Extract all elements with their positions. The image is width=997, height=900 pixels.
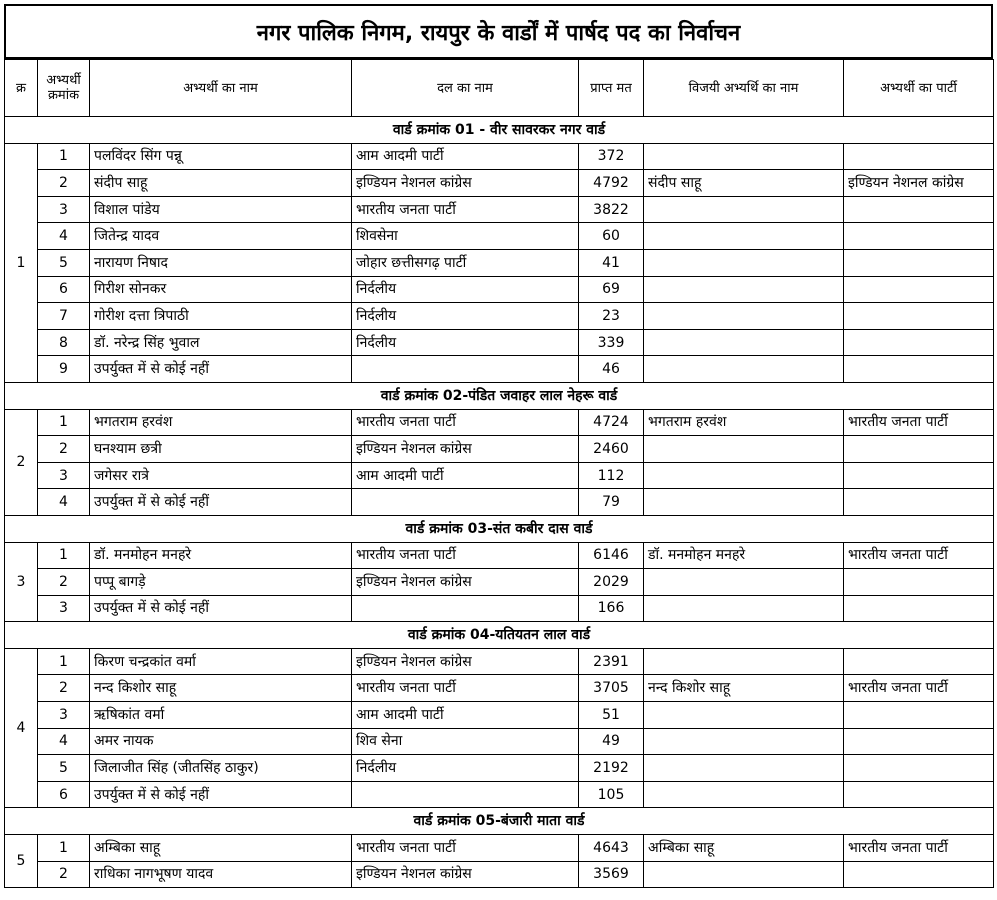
party-name-cell: भारतीय जनता पार्टी	[352, 542, 579, 569]
candidate-name-cell: राधिका नागभूषण यादव	[90, 861, 352, 888]
votes-cell: 372	[579, 143, 644, 170]
votes-cell: 49	[579, 728, 644, 755]
candidate-name-cell: उपर्युक्त में से कोई नहीं	[90, 781, 352, 808]
winner-party-cell: इण्डियन नेशनल कांग्रेस	[844, 170, 994, 197]
winner-party-cell: भारतीय जनता पार्टी	[844, 835, 994, 862]
table-row	[5, 356, 994, 383]
winner-name-cell	[644, 489, 844, 516]
table-row	[5, 249, 994, 276]
table-row	[5, 542, 994, 569]
party-name-cell: निर्दलीय	[352, 276, 579, 303]
votes-cell: 3569	[579, 861, 644, 888]
candidate-name-cell: संदीप साहू	[90, 170, 352, 197]
winner-name-cell: नन्द किशोर साहू	[644, 675, 844, 702]
table-row	[5, 569, 994, 596]
candidate-name-cell: उपर्युक्त में से कोई नहीं	[90, 356, 352, 383]
header-party-name: दल का नाम	[352, 60, 579, 117]
candidate-number-cell: 1	[38, 143, 90, 170]
page-title: नगर पालिक निगम, रायपुर के वार्डों में पार्षद पद का निर्वाचन	[4, 4, 993, 59]
candidate-number-cell: 1	[38, 835, 90, 862]
winner-name-cell	[644, 329, 844, 356]
candidate-name-cell: डॉ. मनमोहन मनहरे	[90, 542, 352, 569]
table-row	[5, 702, 994, 729]
winner-name-cell	[644, 595, 844, 622]
candidate-number-cell: 2	[38, 569, 90, 596]
candidate-name-cell: ऋषिकांत वर्मा	[90, 702, 352, 729]
candidate-number-cell: 1	[38, 409, 90, 436]
party-name-cell: भारतीय जनता पार्टी	[352, 675, 579, 702]
votes-cell: 339	[579, 329, 644, 356]
table-row	[5, 223, 994, 250]
votes-cell: 41	[579, 249, 644, 276]
winner-party-cell	[844, 595, 994, 622]
candidate-number-cell: 7	[38, 303, 90, 330]
winner-name-cell	[644, 303, 844, 330]
header-winner-party: अभ्यर्थी का पार्टी	[844, 60, 994, 117]
winner-party-cell	[844, 462, 994, 489]
party-name-cell: आम आदमी पार्टी	[352, 702, 579, 729]
winner-name-cell	[644, 781, 844, 808]
party-name-cell: निर्दलीय	[352, 329, 579, 356]
table-row	[5, 489, 994, 516]
votes-cell: 105	[579, 781, 644, 808]
table-row	[5, 675, 994, 702]
winner-party-cell: भारतीय जनता पार्टी	[844, 409, 994, 436]
winner-name-cell	[644, 728, 844, 755]
winner-name-cell	[644, 462, 844, 489]
candidate-number-cell: 2	[38, 170, 90, 197]
candidate-number-cell: 4	[38, 728, 90, 755]
party-name-cell: शिव सेना	[352, 728, 579, 755]
winner-party-cell	[844, 489, 994, 516]
table-header-row	[5, 60, 994, 117]
ward-number: 3	[5, 542, 38, 622]
table-row	[5, 781, 994, 808]
candidate-name-cell: नन्द किशोर साहू	[90, 675, 352, 702]
votes-cell: 2391	[579, 648, 644, 675]
winner-name-cell	[644, 196, 844, 223]
table-row	[5, 329, 994, 356]
party-name-cell: इण्डियन नेशनल कांग्रेस	[352, 436, 579, 463]
table-row	[5, 170, 994, 197]
winner-name-cell: भगतराम हरवंश	[644, 409, 844, 436]
party-name-cell: निर्दलीय	[352, 755, 579, 782]
ward-number: 1	[5, 143, 38, 382]
candidate-number-cell: 2	[38, 675, 90, 702]
candidate-number-cell: 5	[38, 249, 90, 276]
winner-party-cell	[844, 702, 994, 729]
candidate-number-cell: 2	[38, 861, 90, 888]
candidate-name-cell: पप्पू बागड़े	[90, 569, 352, 596]
party-name-cell: आम आदमी पार्टी	[352, 462, 579, 489]
candidate-name-cell: जगेसर रात्रे	[90, 462, 352, 489]
party-name-cell: भारतीय जनता पार्टी	[352, 835, 579, 862]
votes-cell: 2192	[579, 755, 644, 782]
header-kr: क्र	[5, 60, 38, 117]
candidate-name-cell: उपर्युक्त में से कोई नहीं	[90, 489, 352, 516]
winner-name-cell	[644, 702, 844, 729]
winner-name-cell	[644, 648, 844, 675]
winner-party-cell	[844, 196, 994, 223]
candidate-name-cell: गिरीश सोनकर	[90, 276, 352, 303]
table-row	[5, 462, 994, 489]
table-row	[5, 648, 994, 675]
candidate-name-cell: किरण चन्द्रकांत वर्मा	[90, 648, 352, 675]
ward-heading-row	[5, 808, 994, 835]
party-name-cell: आम आदमी पार्टी	[352, 143, 579, 170]
candidate-number-cell: 9	[38, 356, 90, 383]
candidate-name-cell: उपर्युक्त में से कोई नहीं	[90, 595, 352, 622]
table-row	[5, 276, 994, 303]
header-candidate-name: अभ्यर्थी का नाम	[90, 60, 352, 117]
winner-name-cell	[644, 143, 844, 170]
ward-number: 2	[5, 409, 38, 515]
winner-party-cell	[844, 436, 994, 463]
candidate-name-cell: जितेन्द्र यादव	[90, 223, 352, 250]
party-name-cell	[352, 489, 579, 516]
votes-cell: 46	[579, 356, 644, 383]
votes-cell: 3822	[579, 196, 644, 223]
candidate-name-cell: घनश्याम छत्री	[90, 436, 352, 463]
header-winner-name: विजयी अभ्यर्थि का नाम	[644, 60, 844, 117]
winner-party-cell: भारतीय जनता पार्टी	[844, 675, 994, 702]
results-table	[4, 59, 994, 888]
table-row	[5, 436, 994, 463]
party-name-cell	[352, 356, 579, 383]
votes-cell: 69	[579, 276, 644, 303]
votes-cell: 112	[579, 462, 644, 489]
table-row	[5, 196, 994, 223]
party-name-cell	[352, 595, 579, 622]
party-name-cell: शिवसेना	[352, 223, 579, 250]
winner-party-cell	[844, 728, 994, 755]
ward-number: 5	[5, 835, 38, 888]
votes-cell: 4643	[579, 835, 644, 862]
candidate-number-cell: 4	[38, 489, 90, 516]
party-name-cell: इण्डियन नेशनल कांग्रेस	[352, 569, 579, 596]
party-name-cell: भारतीय जनता पार्टी	[352, 196, 579, 223]
winner-name-cell	[644, 249, 844, 276]
candidate-number-cell: 5	[38, 755, 90, 782]
votes-cell: 6146	[579, 542, 644, 569]
winner-party-cell	[844, 648, 994, 675]
table-row	[5, 835, 994, 862]
candidate-number-cell: 4	[38, 223, 90, 250]
winner-party-cell	[844, 569, 994, 596]
winner-party-cell	[844, 276, 994, 303]
header-votes: प्राप्त मत	[579, 60, 644, 117]
candidate-name-cell: डॉ. नरेन्द्र सिंह भुवाल	[90, 329, 352, 356]
winner-name-cell	[644, 356, 844, 383]
winner-party-cell	[844, 781, 994, 808]
ward-heading-row	[5, 515, 994, 542]
winner-name-cell	[644, 276, 844, 303]
party-name-cell	[352, 781, 579, 808]
table-row	[5, 303, 994, 330]
winner-name-cell	[644, 755, 844, 782]
ward-heading: वार्ड क्रमांक 05-बंजारी माता वार्ड	[5, 808, 994, 835]
votes-cell: 23	[579, 303, 644, 330]
candidate-name-cell: पलविंदर सिंग पन्नू	[90, 143, 352, 170]
candidate-number-cell: 3	[38, 595, 90, 622]
votes-cell: 166	[579, 595, 644, 622]
candidate-name-cell: नारायण निषाद	[90, 249, 352, 276]
candidate-number-cell: 3	[38, 702, 90, 729]
ward-heading-row	[5, 117, 994, 144]
candidate-number-cell: 6	[38, 781, 90, 808]
table-row	[5, 595, 994, 622]
winner-party-cell: भारतीय जनता पार्टी	[844, 542, 994, 569]
header-candidate-no: अभ्यर्थी क्रमांक	[38, 60, 90, 117]
party-name-cell: जोहार छत्तीसगढ़ पार्टी	[352, 249, 579, 276]
candidate-number-cell: 3	[38, 462, 90, 489]
votes-cell: 60	[579, 223, 644, 250]
winner-name-cell: संदीप साहू	[644, 170, 844, 197]
table-row	[5, 728, 994, 755]
votes-cell: 4724	[579, 409, 644, 436]
ward-heading: वार्ड क्रमांक 03-संत कबीर दास वार्ड	[5, 515, 994, 542]
table-row	[5, 755, 994, 782]
votes-cell: 4792	[579, 170, 644, 197]
ward-heading-row	[5, 622, 994, 649]
ward-heading: वार्ड क्रमांक 04-यतियतन लाल वार्ड	[5, 622, 994, 649]
candidate-number-cell: 6	[38, 276, 90, 303]
candidate-name-cell: विशाल पांडेय	[90, 196, 352, 223]
candidate-name-cell: भगतराम हरवंश	[90, 409, 352, 436]
candidate-name-cell: गोरीश दत्ता त्रिपाठी	[90, 303, 352, 330]
table-row	[5, 409, 994, 436]
winner-party-cell	[844, 223, 994, 250]
party-name-cell: इण्डियन नेशनल कांग्रेस	[352, 648, 579, 675]
ward-number: 4	[5, 648, 38, 808]
votes-cell: 2460	[579, 436, 644, 463]
party-name-cell: निर्दलीय	[352, 303, 579, 330]
ward-heading: वार्ड क्रमांक 02-पंडित जवाहर लाल नेहरू वार्ड	[5, 382, 994, 409]
winner-name-cell: अम्बिका साहू	[644, 835, 844, 862]
candidate-number-cell: 1	[38, 542, 90, 569]
votes-cell: 3705	[579, 675, 644, 702]
winner-party-cell	[844, 303, 994, 330]
ward-heading-row	[5, 382, 994, 409]
candidate-number-cell: 1	[38, 648, 90, 675]
table-body	[5, 117, 994, 888]
candidate-number-cell: 2	[38, 436, 90, 463]
winner-party-cell	[844, 143, 994, 170]
table-row	[5, 861, 994, 888]
candidate-name-cell: जिलाजीत सिंह (जीतसिंह ठाकुर)	[90, 755, 352, 782]
party-name-cell: भारतीय जनता पार्टी	[352, 409, 579, 436]
votes-cell: 51	[579, 702, 644, 729]
winner-name-cell	[644, 223, 844, 250]
winner-party-cell	[844, 356, 994, 383]
party-name-cell: इण्डियन नेशनल कांग्रेस	[352, 170, 579, 197]
ward-heading: वार्ड क्रमांक 01 - वीर सावरकर नगर वार्ड	[5, 117, 994, 144]
winner-party-cell	[844, 755, 994, 782]
candidate-number-cell: 8	[38, 329, 90, 356]
winner-name-cell	[644, 436, 844, 463]
candidate-name-cell: अमर नायक	[90, 728, 352, 755]
winner-party-cell	[844, 861, 994, 888]
table-row	[5, 143, 994, 170]
winner-party-cell	[844, 329, 994, 356]
votes-cell: 2029	[579, 569, 644, 596]
votes-cell: 79	[579, 489, 644, 516]
candidate-number-cell: 3	[38, 196, 90, 223]
winner-name-cell	[644, 861, 844, 888]
party-name-cell: इण्डियन नेशनल कांग्रेस	[352, 861, 579, 888]
winner-name-cell: डॉ. मनमोहन मनहरे	[644, 542, 844, 569]
candidate-name-cell: अम्बिका साहू	[90, 835, 352, 862]
winner-name-cell	[644, 569, 844, 596]
winner-party-cell	[844, 249, 994, 276]
